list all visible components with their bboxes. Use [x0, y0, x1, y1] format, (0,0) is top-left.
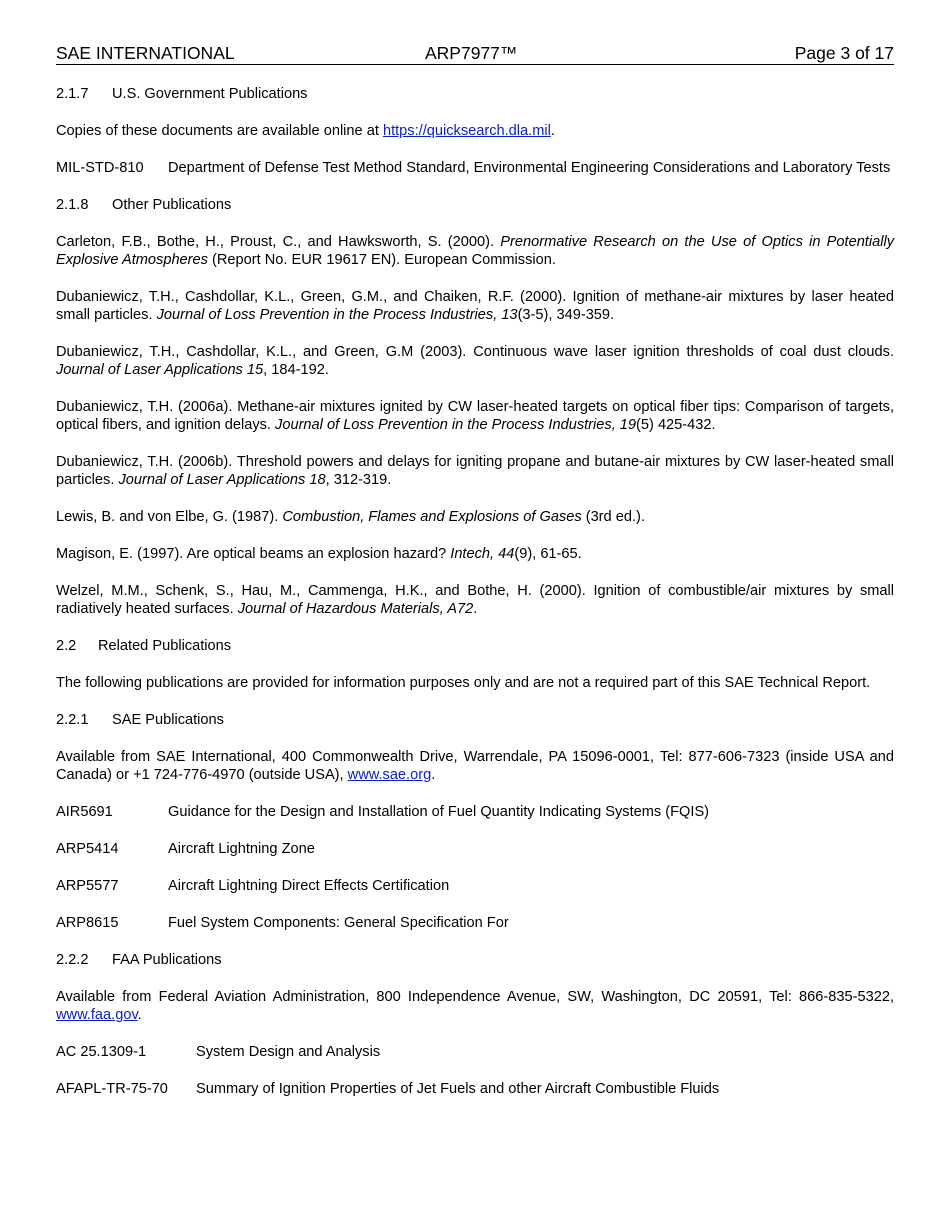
ref-entry-mil-std-810: MIL-STD-810 Department of Defense Test Method Standard, Environmental Engineering Considerations and Laboratory Tests: [56, 160, 891, 176]
ref-entry-afapl-tr-75-70: AFAPL-TR-75-70 Summary of Ignition Properties of Jet Fuels and other Aircraft Combustible Fluids: [56, 1081, 720, 1097]
ref-entry-arp5577: ARP5577 Aircraft Lightning Direct Effects Certification: [56, 878, 450, 894]
link-faa-gov[interactable]: www.faa.gov: [56, 1007, 138, 1023]
ref-entry-air5691: AIR5691 Guidance for the Design and Installation of Fuel Quantity Indicating Systems (FQIS): [56, 804, 710, 820]
header-org: SAE INTERNATIONAL: [56, 43, 235, 63]
document-page: [56, 42, 894, 1098]
page-header: [56, 42, 894, 65]
section-heading-2-1-8: 2.1.8 Other Publications: [56, 197, 232, 213]
reference-welzel-2000: Welzel, M.M., Schenk, S., Hau, M., Cammenga, H.K., and Bothe, H. (2000). Ignition of combustible/air mixtures by small radiatively heated surfaces. Journal of Hazardous Materials, A72.: [56, 583, 894, 617]
paragraph-faa-availability: Available from Federal Aviation Administration, 800 Independence Avenue, SW, Washington, DC 20591, Tel: 866-835-5322, www.faa.gov.: [56, 989, 894, 1023]
ref-entry-ac-25-1309-1: AC 25.1309-1 System Design and Analysis: [56, 1044, 381, 1060]
ref-entry-arp8615: ARP8615 Fuel System Components: General Specification For: [56, 915, 509, 931]
reference-dubaniewicz-2006b: Dubaniewicz, T.H. (2006b). Threshold powers and delays for igniting propane and butane-air mixtures by CW laser-heated small particles. Journal of Laser Applications 18, 312-319.: [56, 454, 894, 488]
paragraph-related-publications: The following publications are provided for information purposes only and are not a required part of this SAE Technical Report.: [56, 675, 871, 691]
section-heading-2-2-1: 2.2.1 SAE Publications: [56, 712, 224, 728]
section-heading-2-1-7: 2.1.7 U.S. Government Publications: [56, 86, 308, 102]
section-heading-2-2-2: 2.2.2 FAA Publications: [56, 952, 222, 968]
paragraph-sae-availability: Available from SAE International, 400 Commonwealth Drive, Warrendale, PA 15096-0001, Tel: 877-606-7323 (inside USA and Canada) or +1 724-776-4970 (outside USA), www.sae.org.: [56, 749, 894, 783]
reference-lewis-1987: Lewis, B. and von Elbe, G. (1987). Combustion, Flames and Explosions of Gases (3rd ed.).: [56, 509, 645, 525]
reference-dubaniewicz-2006a: Dubaniewicz, T.H. (2006a). Methane-air mixtures ignited by CW laser-heated targets on optical fiber tips: Comparison of targets, optical fibers, and ignition delays. Journal of Loss Prevention in the Process Industries, 19(5) 425-432.: [56, 399, 894, 433]
ref-entry-arp5414: ARP5414 Aircraft Lightning Zone: [56, 841, 315, 857]
reference-dubaniewicz-2000: Dubaniewicz, T.H., Cashdollar, K.L., Green, G.M., and Chaiken, R.F. (2000). Ignition of methane-air mixtures by laser heated small particles. Journal of Loss Prevention in the Process Industries, 13(3-5), 349-359.: [56, 289, 894, 323]
reference-dubaniewicz-2003: Dubaniewicz, T.H., Cashdollar, K.L., and Green, G.M (2003). Continuous wave laser ignition thresholds of coal dust clouds. Journal of Laser Applications 15, 184-192.: [56, 344, 894, 378]
reference-magison-1997: Magison, E. (1997). Are optical beams an explosion hazard? Intech, 44(9), 61-65.: [56, 546, 582, 562]
header-doc-id: ARP7977™: [425, 43, 518, 63]
paragraph-copies-available: Copies of these documents are available online at https://quicksearch.dla.mil.: [56, 123, 555, 139]
link-quicksearch[interactable]: https://quicksearch.dla.mil: [382, 123, 551, 139]
reference-carleton-2000: Carleton, F.B., Bothe, H., Proust, C., and Hawksworth, S. (2000). Prenormative Research on the Use of Optics in Potentially Explosive Atmospheres (Report No. EUR 19617 EN). European Commission.: [56, 234, 895, 268]
header-page-number: Page 3 of 17: [794, 43, 894, 63]
link-sae-org[interactable]: www.sae.org: [347, 767, 432, 783]
section-heading-2-2: 2.2 Related Publications: [56, 638, 232, 654]
